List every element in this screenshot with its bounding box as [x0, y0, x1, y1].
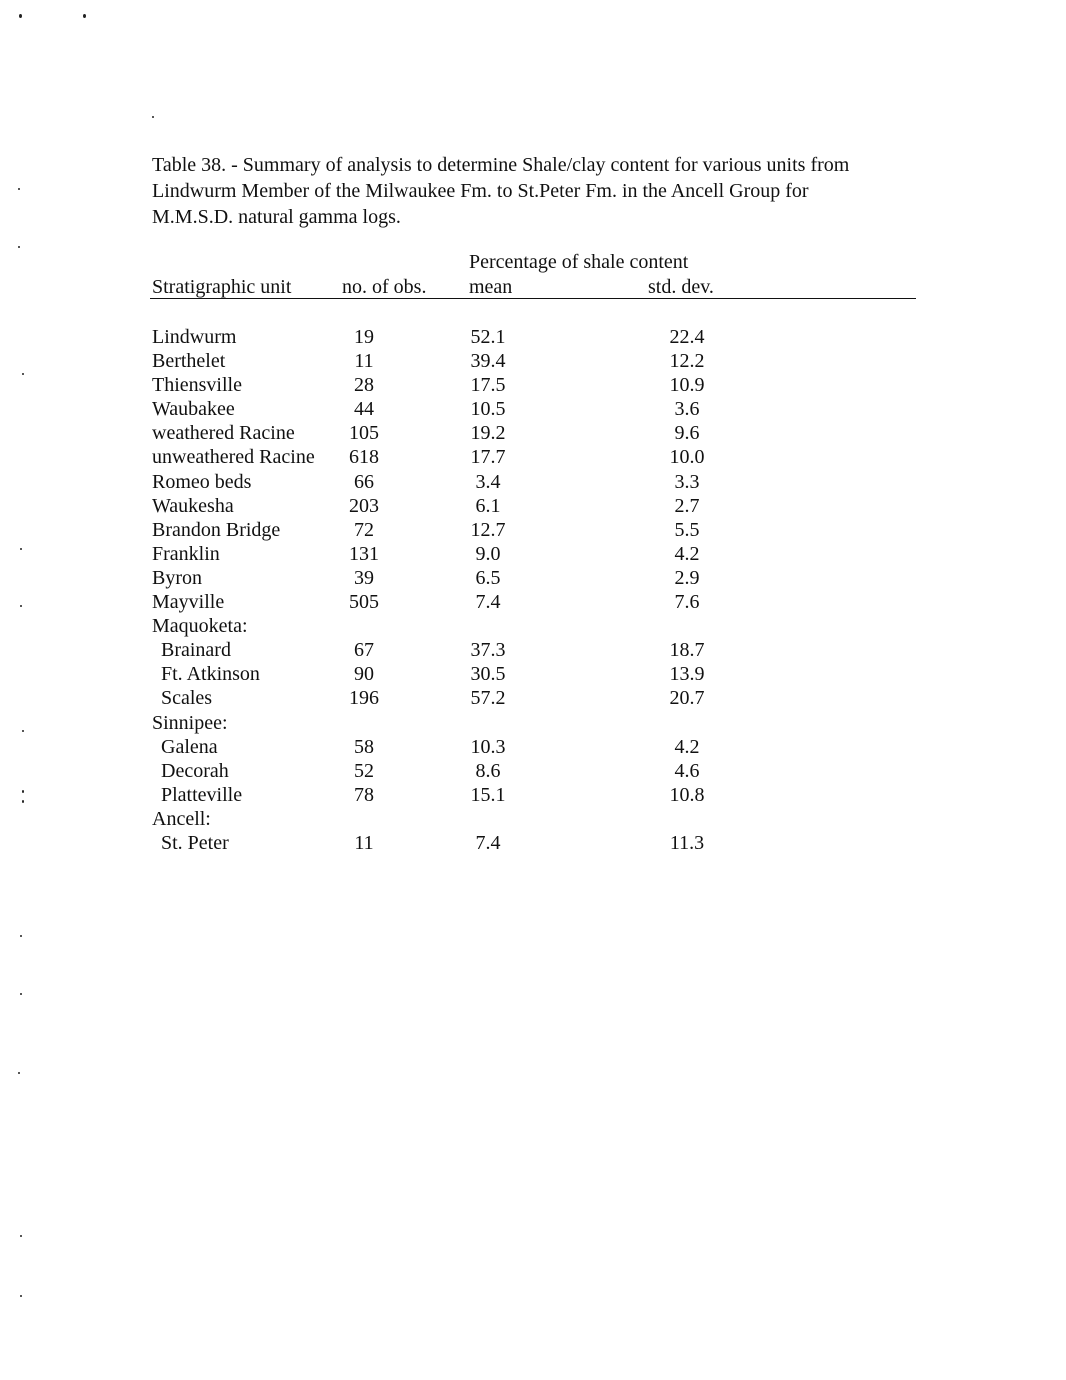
cell-stratigraphic-unit: Decorah: [161, 759, 229, 782]
cell-mean: 57.2: [470, 687, 506, 710]
scan-speck: [20, 548, 22, 550]
table-row: [0, 662, 1066, 686]
cell-mean: 15.1: [470, 783, 506, 806]
header-stratigraphic-unit: Stratigraphic unit: [152, 276, 292, 298]
table-row: [0, 711, 1066, 735]
table-row: [0, 421, 1066, 445]
cell-no-of-obs: 39: [354, 566, 374, 589]
cell-no-of-obs: 58: [354, 735, 374, 758]
cell-mean: 3.4: [475, 470, 501, 493]
cell-no-of-obs: 66: [354, 470, 374, 493]
cell-stratigraphic-unit: Scales: [161, 687, 213, 710]
cell-no-of-obs: 196: [349, 687, 379, 710]
cell-stratigraphic-unit: Waubakee: [152, 398, 235, 421]
cell-no-of-obs: 105: [349, 422, 379, 445]
column-group-header: Percentage of shale content: [469, 251, 689, 273]
cell-stratigraphic-unit: Waukesha: [152, 494, 234, 517]
cell-no-of-obs: 44: [354, 398, 374, 421]
caption-line-2: Lindwurm Member of the Milwaukee Fm. to St.Peter Fm. in the Ancell Group for: [152, 180, 809, 202]
cell-mean: 6.5: [475, 566, 501, 589]
cell-stratigraphic-unit: Mayville: [152, 591, 225, 614]
cell-stratigraphic-unit: weathered Racine: [152, 422, 295, 445]
table-row: [0, 807, 1066, 831]
table-row: [0, 686, 1066, 710]
cell-mean: 52.1: [470, 326, 506, 348]
table-row: [0, 638, 1066, 662]
cell-mean: 8.6: [475, 759, 501, 782]
table-row: [0, 470, 1066, 494]
cell-std-dev: 10.0: [669, 446, 705, 469]
cell-std-dev: 4.6: [674, 759, 700, 782]
cell-mean: 6.1: [475, 494, 501, 517]
table-row: [0, 735, 1066, 759]
table-row: [0, 566, 1066, 590]
cell-stratigraphic-unit: Ancell:: [152, 807, 211, 830]
cell-no-of-obs: 19: [354, 326, 374, 348]
cell-std-dev: 11.3: [669, 831, 705, 854]
scan-speck: [20, 993, 22, 995]
cell-mean: 37.3: [470, 639, 506, 662]
scan-speck: [20, 605, 22, 607]
scan-speck: [20, 935, 22, 937]
cell-std-dev: 9.6: [674, 422, 700, 445]
cell-std-dev: 13.9: [669, 663, 705, 686]
table-row: [0, 759, 1066, 783]
table-row: [0, 397, 1066, 421]
table-row: [0, 518, 1066, 542]
caption-line-1: Table 38. - Summary of analysis to determine Shale/clay content for various units from: [152, 154, 850, 176]
scan-speck: [18, 1072, 20, 1074]
cell-no-of-obs: 203: [349, 494, 379, 517]
cell-stratigraphic-unit: Platteville: [161, 783, 243, 806]
cell-no-of-obs: 11: [354, 831, 374, 854]
scan-speck: [152, 116, 154, 118]
header-std-dev: std. dev.: [648, 276, 714, 298]
cell-mean: 7.4: [475, 831, 501, 854]
cell-no-of-obs: 131: [349, 542, 379, 565]
cell-no-of-obs: 28: [354, 374, 374, 397]
table-row: [0, 325, 1066, 349]
cell-std-dev: 3.6: [674, 398, 700, 421]
cell-stratigraphic-unit: Brandon Bridge: [152, 518, 281, 541]
cell-mean: 39.4: [470, 350, 506, 373]
cell-mean: 10.3: [470, 735, 506, 758]
scan-speck: [18, 188, 20, 190]
cell-std-dev: 7.6: [674, 591, 700, 614]
table-row: [0, 614, 1066, 638]
cell-stratigraphic-unit: Lindwurm: [152, 326, 237, 348]
scan-speck: [19, 14, 22, 18]
cell-std-dev: 18.7: [669, 639, 705, 662]
table-caption: [152, 152, 912, 230]
header-mean: mean: [469, 276, 513, 298]
cell-std-dev: 22.4: [669, 326, 705, 348]
header-no-of-obs: no. of obs.: [342, 276, 427, 298]
cell-no-of-obs: 52: [354, 759, 374, 782]
cell-stratigraphic-unit: unweathered Racine: [152, 446, 315, 469]
cell-std-dev: 12.2: [669, 350, 705, 373]
table-row: [0, 445, 1066, 469]
scan-speck: [22, 800, 24, 803]
cell-std-dev: 5.5: [674, 518, 700, 541]
cell-no-of-obs: 78: [354, 783, 374, 806]
scan-speck: [20, 1295, 22, 1297]
scan-speck: [22, 730, 24, 732]
cell-mean: 10.5: [470, 398, 506, 421]
cell-no-of-obs: 90: [354, 663, 374, 686]
cell-std-dev: 4.2: [674, 735, 700, 758]
table-row: [0, 494, 1066, 518]
cell-std-dev: 20.7: [669, 687, 705, 710]
cell-no-of-obs: 505: [349, 591, 379, 614]
cell-stratigraphic-unit: Galena: [161, 735, 218, 758]
cell-stratigraphic-unit: Franklin: [152, 542, 220, 565]
cell-mean: 12.7: [470, 518, 506, 541]
table-body: [0, 325, 1066, 855]
cell-stratigraphic-unit: Brainard: [161, 639, 231, 662]
cell-stratigraphic-unit: Ft. Atkinson: [161, 663, 260, 686]
cell-stratigraphic-unit: Sinnipee:: [152, 711, 228, 734]
scan-speck: [22, 373, 24, 375]
scan-speck: [83, 14, 86, 18]
cell-std-dev: 2.9: [674, 566, 700, 589]
cell-std-dev: 4.2: [674, 542, 700, 565]
caption-line-3: M.M.S.D. natural gamma logs.: [152, 206, 401, 228]
table-header-row: [0, 274, 1066, 300]
cell-mean: 17.5: [470, 374, 506, 397]
cell-stratigraphic-unit: Maquoketa:: [152, 615, 248, 638]
cell-stratigraphic-unit: Thiensville: [152, 374, 242, 397]
header-rule: [150, 298, 916, 299]
cell-stratigraphic-unit: Byron: [152, 566, 202, 589]
table-row: [0, 349, 1066, 373]
cell-mean: 17.7: [470, 446, 506, 469]
cell-std-dev: 3.3: [674, 470, 700, 493]
cell-mean: 30.5: [470, 663, 506, 686]
table-row: [0, 590, 1066, 614]
scan-speck: [20, 1235, 22, 1237]
cell-mean: 9.0: [475, 542, 501, 565]
cell-stratigraphic-unit: St. Peter: [161, 831, 229, 854]
table-row: [0, 373, 1066, 397]
scan-speck: [22, 790, 24, 793]
table-row: [0, 783, 1066, 807]
table-row: [0, 542, 1066, 566]
cell-std-dev: 2.7: [674, 494, 700, 517]
cell-stratigraphic-unit: Romeo beds: [152, 470, 252, 493]
cell-std-dev: 10.9: [669, 374, 705, 397]
table-row: [0, 831, 1066, 855]
cell-std-dev: 10.8: [669, 783, 705, 806]
cell-no-of-obs: 11: [354, 350, 374, 373]
scan-speck: [18, 246, 20, 248]
cell-mean: 7.4: [475, 591, 501, 614]
cell-stratigraphic-unit: Berthelet: [152, 350, 226, 373]
cell-no-of-obs: 72: [354, 518, 374, 541]
cell-mean: 19.2: [470, 422, 506, 445]
cell-no-of-obs: 618: [349, 446, 379, 469]
cell-no-of-obs: 67: [354, 639, 374, 662]
